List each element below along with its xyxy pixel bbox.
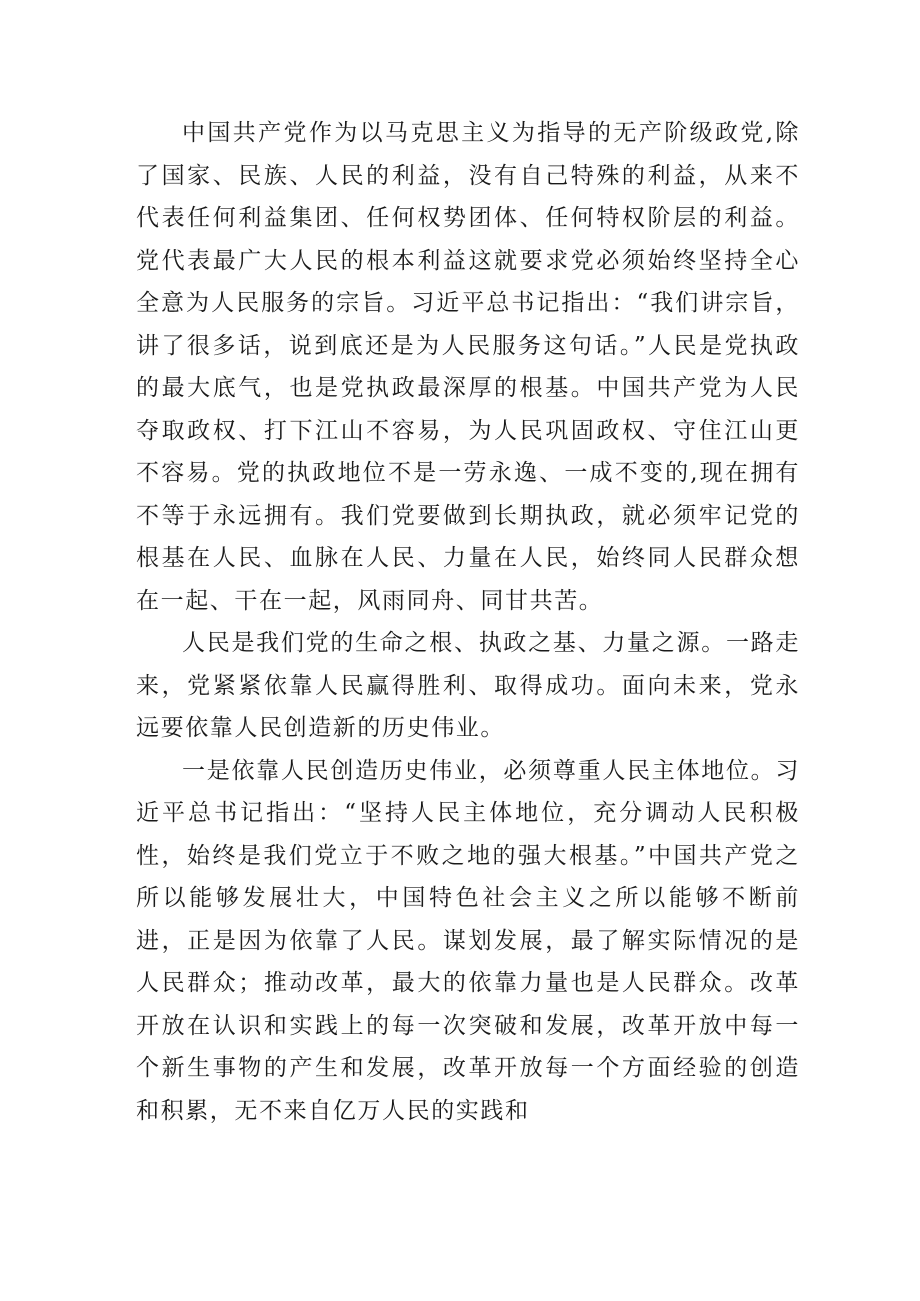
paragraph-2: 人民是我们党的生命之根、执政之基、力量之源。一路走来，党紧紧依靠人民赢得胜利、取得成功。面向未来，党永远要依靠人民创造新的历史伟业。 (136, 630, 800, 741)
paragraph-1: 中国共产党作为以马克思主义为指导的无产阶级政党,除了国家、民族、人民的利益，没有自己特殊的利益，从来不代表任何利益集团、任何权势团体、任何特权阶层的利益。党代表最广大人民的根本利益这就要求党必须始终坚持全心全意为人民服务的宗旨。习近平总书记指出：“我们讲宗旨，讲了很多话，说到底还是为人民服务这句话。”人民是党执政的最大底气，也是党执政最深厚的根基。中国共产党为人民夺取政权、打下江山不容易，为人民巩固政权、守住江山更不容易。党的执政地位不是一劳永逸、一成不变的,现在拥有不等于永远拥有。我们党要做到长期执政，就必须牢记党的根基在人民、血脉在人民、力量在人民，始终同人民群众想在一起、干在一起，风雨同舟、同甘共苦。 (136, 120, 800, 614)
paragraph-3: 一是依靠人民创造历史伟业，必须尊重人民主体地位。习近平总书记指出：“坚持人民主体地位，充分调动人民积极性，始终是我们党立于不败之地的强大根基。”中国共产党之所以能够发展壮大，中国特色社会主义之所以能够不断前进，正是因为依靠了人民。谋划发展，最了解实际情况的是人民群众；推动改革，最大的依靠力量也是人民群众。改革开放在认识和实践上的每一次突破和发展，改革开放中每一个新生事物的产生和发展，改革开放每一个方面经验的创造和积累，无不来自亿万人民的实践和 (136, 757, 800, 1124)
